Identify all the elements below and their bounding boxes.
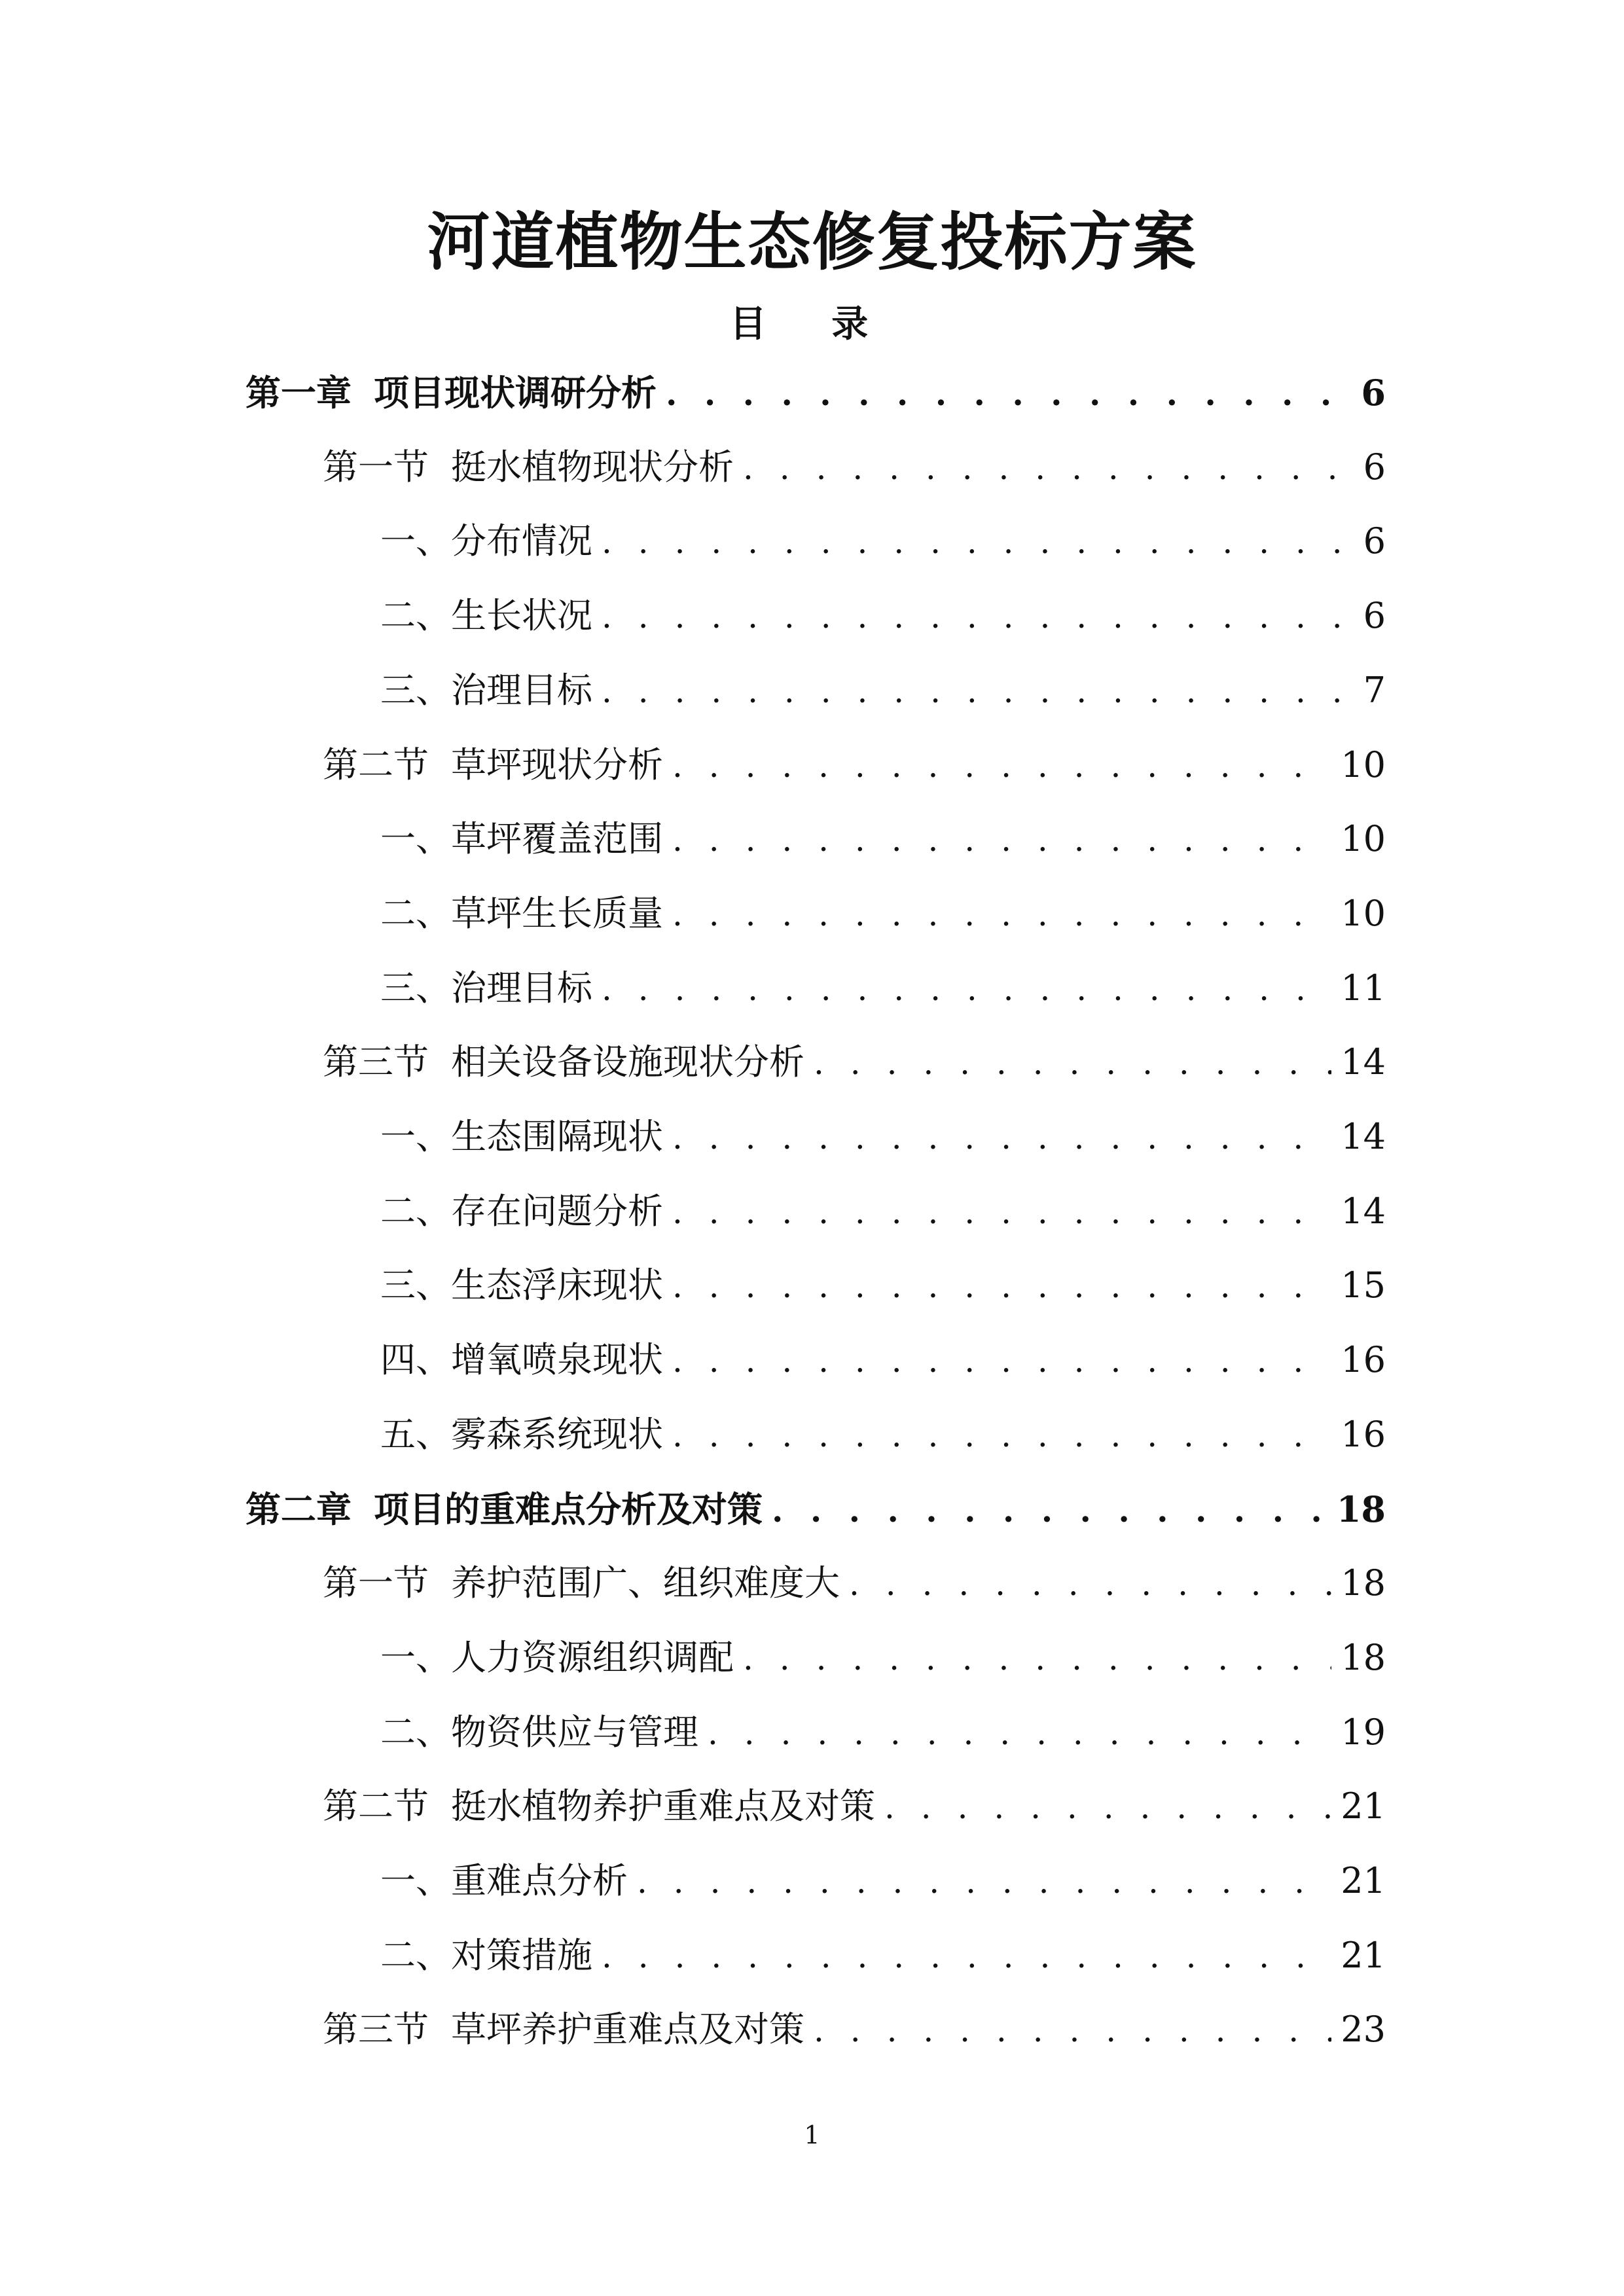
toc-entry-number: 第三节	[323, 2009, 429, 2051]
toc-entry-number: 一、	[380, 818, 451, 860]
toc-entry-label	[380, 1256, 663, 1315]
toc-entry[interactable]	[380, 1852, 1386, 1910]
toc-dot-leader	[602, 662, 1350, 721]
toc-dot-leader	[672, 1108, 1331, 1167]
toc-entry-title: 草坪覆盖范围	[451, 818, 663, 860]
toc-entry-number: 二、	[380, 595, 451, 637]
page-number: 1	[804, 2121, 820, 2149]
toc-entry-number: 一、	[380, 520, 451, 562]
toc-dot-leader	[672, 810, 1331, 869]
toc-entry[interactable]	[245, 363, 1386, 422]
toc-entry[interactable]	[380, 959, 1386, 1018]
toc-entry-title: 存在问题分析	[451, 1190, 663, 1232]
toc-entry-page: 19	[1341, 1711, 1386, 1753]
toc-entry-label	[380, 1628, 734, 1687]
toc-entry-page: 14	[1341, 1116, 1386, 1157]
toc-entry-title: 草坪养护重难点及对策	[451, 2009, 804, 2051]
toc-entry-page: 6	[1363, 520, 1386, 562]
toc-entry-page: 10	[1341, 744, 1386, 785]
toc-entry-page: 21	[1341, 1785, 1386, 1827]
toc-entry[interactable]	[380, 810, 1386, 869]
toc-entry-title: 相关设备设施现状分析	[451, 1041, 804, 1083]
toc-dot-leader	[602, 960, 1331, 1018]
toc-dot-leader	[772, 1481, 1327, 1540]
toc-dot-leader	[708, 1704, 1331, 1763]
toc-entry[interactable]	[323, 736, 1386, 795]
toc-entry-number: 一、	[380, 1116, 451, 1157]
toc-entry-title: 分布情况	[451, 520, 592, 562]
toc-dot-leader	[849, 1554, 1331, 1613]
toc-entry-label	[380, 1107, 663, 1166]
toc-entry-label	[380, 1703, 698, 1762]
toc-entry-title: 生态围隔现状	[451, 1116, 663, 1157]
toc-entry-title: 重难点分析	[451, 1860, 628, 1901]
toc-entry-title: 对策措施	[451, 1934, 592, 1976]
toc-entry-label	[380, 661, 592, 720]
toc-entry-label	[323, 2000, 804, 2059]
toc-entry-page: 14	[1341, 1190, 1386, 1232]
toc-entry[interactable]	[380, 1256, 1386, 1315]
toc-dot-leader	[672, 1406, 1331, 1465]
toc-entry-title: 草坪现状分析	[451, 744, 663, 785]
toc-entry-label	[380, 1405, 663, 1464]
toc-entry[interactable]	[323, 1777, 1386, 1836]
toc-dot-leader	[743, 439, 1350, 497]
toc-entry-number: 三、	[380, 1265, 451, 1306]
toc-entry-label	[380, 512, 592, 571]
toc-entry-page: 21	[1341, 1860, 1386, 1901]
toc-entry[interactable]	[380, 1182, 1386, 1241]
toc-entry-page: 14	[1341, 1041, 1386, 1083]
toc-heading: 目 录	[729, 302, 895, 346]
toc-dot-leader	[672, 1183, 1331, 1242]
toc-entry[interactable]	[323, 1554, 1386, 1613]
toc-entry[interactable]	[380, 1107, 1386, 1166]
toc-entry-label	[323, 736, 663, 795]
toc-entry-number: 一、	[380, 1860, 451, 1901]
toc-entry-title: 挺水植物现状分析	[451, 446, 734, 488]
toc-entry-title: 项目现状调研分析	[374, 372, 657, 414]
toc-entry-number: 二、	[380, 1190, 451, 1232]
toc-entry-page: 18	[1341, 1636, 1386, 1678]
toc-entry-page: 6	[1363, 446, 1386, 488]
toc-dot-leader	[814, 1033, 1331, 1092]
toc-entry-label	[380, 810, 663, 869]
toc-entry-title: 挺水植物养护重难点及对策	[451, 1785, 875, 1827]
toc-entry-label	[323, 1033, 804, 1092]
toc-dot-leader	[672, 1257, 1331, 1316]
toc-entry-label	[380, 1182, 663, 1241]
toc-entry[interactable]	[323, 1033, 1386, 1092]
toc-entry-label	[245, 363, 657, 422]
toc-entry[interactable]	[380, 586, 1386, 645]
toc-dot-leader	[666, 365, 1350, 423]
toc-entry-label	[323, 438, 734, 497]
toc-entry-page: 11	[1341, 967, 1386, 1009]
toc-entry-title: 项目的重难点分析及对策	[374, 1488, 763, 1530]
toc-entry-number: 三、	[380, 967, 451, 1009]
toc-entry[interactable]	[380, 1331, 1386, 1390]
toc-dot-leader	[637, 1852, 1331, 1911]
toc-entry-title: 治理目标	[451, 967, 592, 1009]
toc-dot-leader	[743, 1629, 1331, 1688]
toc-entry[interactable]	[380, 512, 1386, 571]
toc-entry-label	[323, 1777, 875, 1836]
toc-dot-leader	[672, 736, 1331, 795]
toc-entry-page: 23	[1341, 2009, 1386, 2051]
toc-entry-label	[380, 884, 663, 943]
toc-entry-number: 第二节	[323, 744, 429, 785]
toc-entry-number: 二、	[380, 1934, 451, 1976]
toc-entry[interactable]	[380, 1405, 1386, 1464]
toc-entry-title: 雾森系统现状	[451, 1413, 663, 1455]
toc-entry-page: 6	[1361, 372, 1386, 414]
toc-entry-label	[380, 1852, 628, 1910]
document-title: 河道植物生态修复投标方案	[427, 205, 1197, 279]
toc-entry-title: 生长状况	[451, 595, 592, 637]
toc-entry-page: 18	[1341, 1562, 1386, 1604]
toc-entry-title: 物资供应与管理	[451, 1711, 698, 1753]
toc-entry-title: 增氧喷泉现状	[451, 1339, 663, 1381]
toc-dot-leader	[602, 1927, 1331, 1986]
toc-entry[interactable]	[380, 1628, 1386, 1687]
toc-entry-title: 草坪生长质量	[451, 892, 663, 934]
toc-entry-number: 二、	[380, 1711, 451, 1753]
toc-entry-title: 人力资源组织调配	[451, 1636, 734, 1678]
toc-dot-leader	[672, 1331, 1331, 1390]
toc-entry-number: 二、	[380, 892, 451, 934]
toc-entry-number: 第一节	[323, 1562, 429, 1604]
toc-entry-label	[323, 1554, 840, 1613]
toc-entry-number: 三、	[380, 669, 451, 711]
toc-entry-page: 7	[1363, 669, 1386, 711]
toc-entry-page: 16	[1341, 1339, 1386, 1381]
toc-entry[interactable]	[380, 1926, 1386, 1985]
toc-entry-number: 五、	[380, 1413, 451, 1455]
toc-entry-number: 第二节	[323, 1785, 429, 1827]
toc-entry[interactable]	[245, 1480, 1386, 1539]
toc-entry-number: 四、	[380, 1339, 451, 1381]
toc-entry-page: 18	[1336, 1488, 1386, 1530]
toc-dot-leader	[602, 587, 1350, 646]
toc-entry-page: 16	[1341, 1413, 1386, 1455]
toc-entry-title: 生态浮床现状	[451, 1265, 663, 1306]
toc-entry[interactable]	[380, 661, 1386, 720]
toc-dot-leader	[672, 885, 1331, 944]
toc-entry[interactable]	[323, 438, 1386, 497]
toc-entry-title: 治理目标	[451, 669, 592, 711]
toc-entry-label	[380, 1926, 592, 1985]
toc-entry-number: 第二章	[245, 1488, 352, 1530]
toc-dot-leader	[814, 2001, 1331, 2060]
toc-entry-number: 第一章	[245, 372, 352, 414]
toc-dot-leader	[602, 512, 1350, 571]
toc-entry-number: 第三节	[323, 1041, 429, 1083]
toc-entry[interactable]	[380, 884, 1386, 943]
toc-entry-label	[245, 1480, 763, 1539]
toc-entry-label	[380, 959, 592, 1018]
toc-entry-number: 一、	[380, 1636, 451, 1678]
toc-entry-page: 10	[1341, 892, 1386, 934]
toc-entry-page: 15	[1341, 1265, 1386, 1306]
toc-entry-page: 6	[1363, 595, 1386, 637]
toc-entry-title: 养护范围广、组织难度大	[451, 1562, 840, 1604]
toc-entry-label	[380, 1331, 663, 1390]
toc-entry-page: 21	[1341, 1934, 1386, 1976]
toc-entry[interactable]	[323, 2000, 1386, 2059]
toc-entry-page: 10	[1341, 818, 1386, 860]
toc-dot-leader	[884, 1778, 1331, 1837]
toc-entry-number: 第一节	[323, 446, 429, 488]
toc-entry[interactable]	[380, 1703, 1386, 1762]
toc-entry-label	[380, 586, 592, 645]
